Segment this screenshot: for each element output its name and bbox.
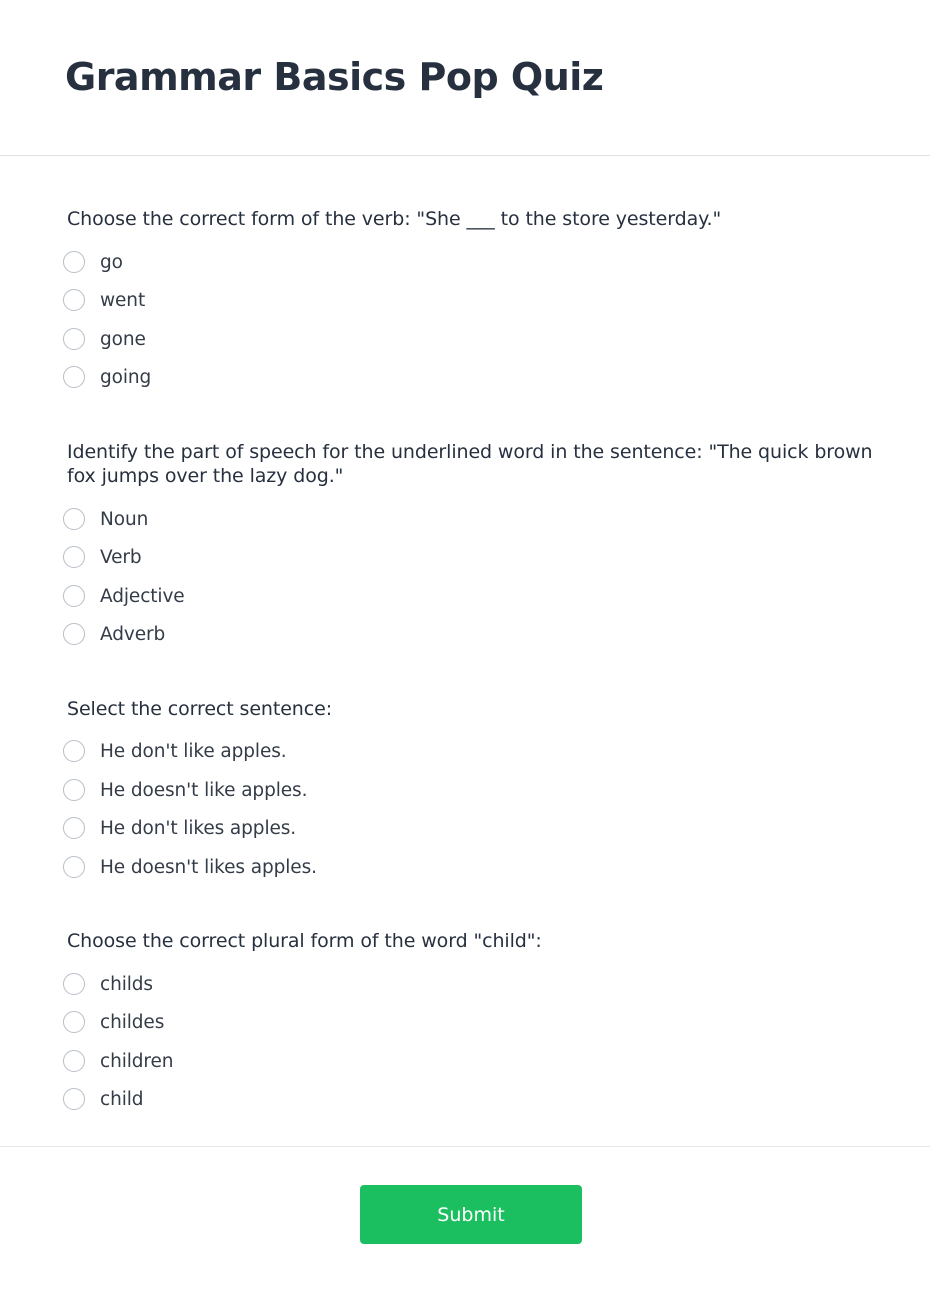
radio-button[interactable] (63, 817, 85, 839)
option-label: child (100, 1088, 144, 1110)
option-label: went (100, 289, 146, 311)
option-label: Adverb (100, 623, 166, 645)
submit-button[interactable]: Submit (360, 1185, 582, 1244)
option-going[interactable] (63, 363, 151, 391)
option-label: childs (100, 973, 153, 995)
option-adverb[interactable] (63, 620, 165, 648)
radio-button[interactable] (63, 585, 85, 607)
option-label: children (100, 1050, 174, 1072)
radio-button[interactable] (63, 546, 85, 568)
radio-button[interactable] (63, 508, 85, 530)
radio-button[interactable] (63, 856, 85, 878)
radio-button[interactable] (63, 1088, 85, 1110)
radio-button[interactable] (63, 251, 85, 273)
option-1[interactable] (63, 737, 287, 765)
option-2[interactable] (63, 776, 307, 804)
option-childs[interactable] (63, 970, 153, 998)
option-label: childes (100, 1011, 165, 1033)
radio-button[interactable] (63, 328, 85, 350)
radio-button[interactable] (63, 289, 85, 311)
question-text: Choose the correct form of the verb: "She ___ to the store yesterday." (67, 208, 722, 230)
option-adjective[interactable] (63, 582, 185, 610)
radio-button[interactable] (63, 1011, 85, 1033)
radio-button[interactable] (63, 779, 85, 801)
option-label: gone (100, 328, 146, 350)
quiz-footer (0, 1146, 930, 1294)
radio-button[interactable] (63, 366, 85, 388)
option-label: Verb (100, 546, 142, 568)
option-label: Noun (100, 508, 149, 530)
option-3[interactable] (63, 814, 296, 842)
option-gone[interactable] (63, 325, 146, 353)
option-label: He don't likes apples. (100, 817, 297, 839)
option-child[interactable] (63, 1085, 143, 1113)
option-noun[interactable] (63, 505, 148, 533)
question-text: Select the correct sentence: (67, 698, 332, 720)
option-childes[interactable] (63, 1008, 164, 1036)
question-text: Choose the correct plural form of the word "child": (67, 930, 542, 952)
option-went[interactable] (63, 286, 145, 314)
page-title: Grammar Basics Pop Quiz (65, 55, 604, 99)
radio-button[interactable] (63, 973, 85, 995)
option-label: He don't like apples. (100, 740, 287, 762)
option-label: Adjective (100, 585, 185, 607)
option-children[interactable] (63, 1047, 173, 1075)
radio-button[interactable] (63, 623, 85, 645)
option-verb[interactable] (63, 543, 142, 571)
option-label: go (100, 251, 123, 273)
quiz-header (0, 0, 930, 156)
option-label: He doesn't like apples. (100, 779, 308, 801)
option-label: going (100, 366, 152, 388)
option-go[interactable] (63, 248, 123, 276)
radio-button[interactable] (63, 740, 85, 762)
radio-button[interactable] (63, 1050, 85, 1072)
option-label: He doesn't likes apples. (100, 856, 317, 878)
option-4[interactable] (63, 853, 317, 881)
question-text: Identify the part of speech for the underlined word in the sentence: "The quick brown fox jumps over the lazy dog." (67, 441, 873, 487)
